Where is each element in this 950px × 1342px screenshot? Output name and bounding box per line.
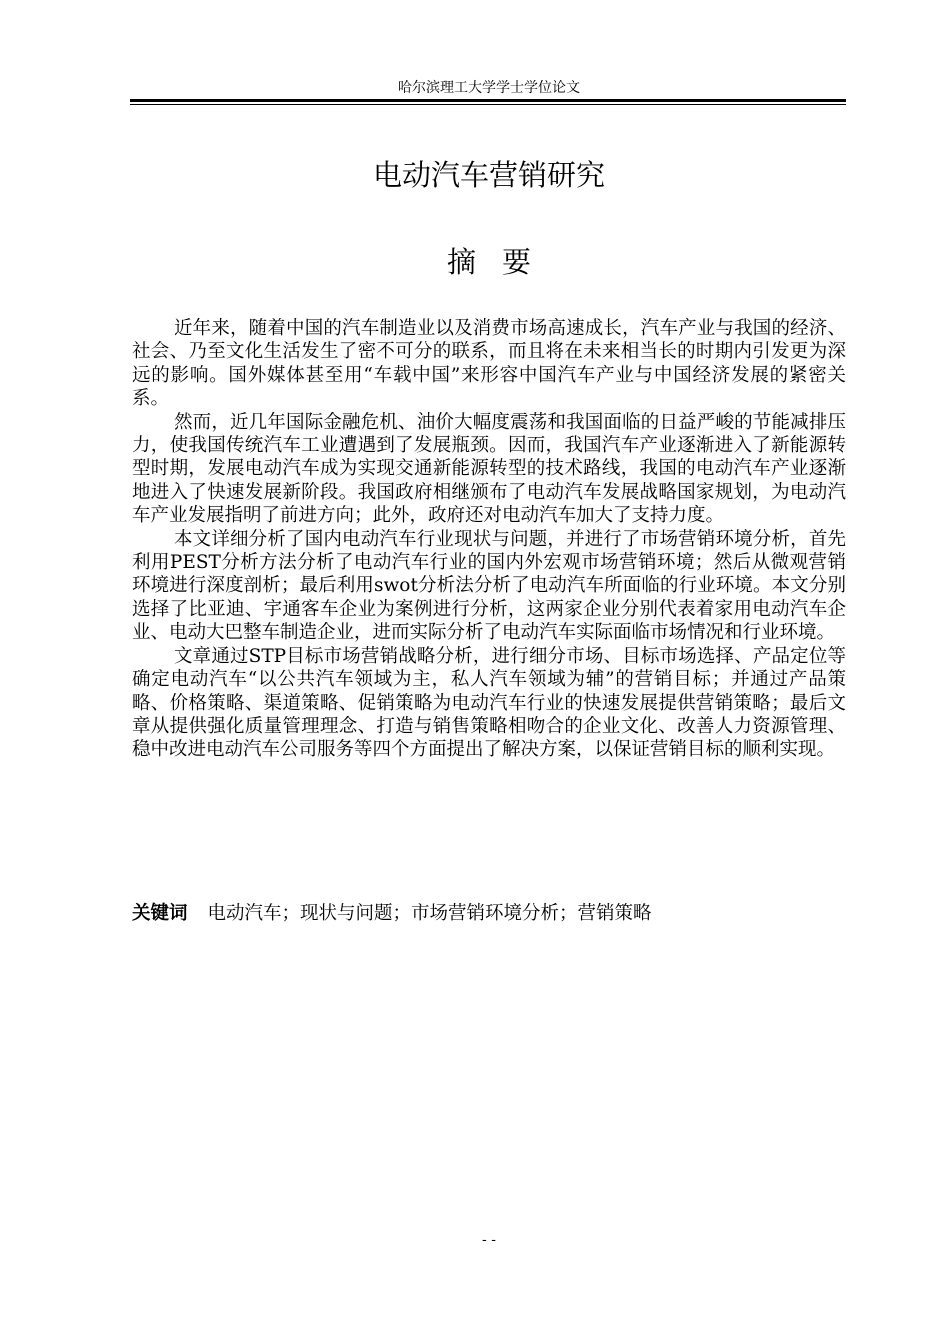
abstract-body bbox=[132, 317, 846, 762]
abstract-paragraph-4: 文章通过STP目标市场营销战略分析，进行细分市场、目标市场选择、产品定位等确定电动汽车“以公共汽车领域为主，私人汽车领域为辅”的营销目标；并通过产品策略、价格策略、渠道策略、促销策略为电动汽车行业的快速发展提供营销策略；最后文章从提供强化质量管理理念、打造与销售策略相吻合的企业文化、改善人力资源管理、稳中改进电动汽车公司服务等四个方面提出了解决方案，以保证营销目标的顺利实现。 bbox=[132, 645, 846, 761]
abstract-paragraph-1: 近年来，随着中国的汽车制造业以及消费市场高速成长，汽车产业与我国的经济、社会、乃至文化生活发生了密不可分的联系，而且将在未来相当长的时期内引发更为深远的影响。国外媒体甚至用“车载中国”来形容中国汽车产业与中国经济发展的紧密关系。 bbox=[132, 318, 846, 410]
document-title: 电动汽车营销研究 bbox=[372, 158, 605, 192]
keywords-label: 关键词 bbox=[132, 903, 188, 924]
header-rule-thin bbox=[130, 104, 846, 105]
abstract-heading: 摘要 bbox=[446, 245, 557, 279]
abstract-paragraph-3: 本文详细分析了国内电动汽车行业现状与问题，并进行了市场营销环境分析，首先利用PEST分析方法分析了电动汽车行业的国内外宏观市场营销环境；然后从微观营销环境进行深度剖析；最后利用swot分析法分析了电动汽车所面临的行业环境。本文分别选择了比亚迪、宇通客车企业为案例进行分析，这两家企业分别代表着家用电动汽车企业、电动大巴整车制造企业，进而实际分析了电动汽车实际面临市场情况和行业环境。 bbox=[132, 528, 846, 644]
page-number: - - bbox=[482, 1232, 496, 1248]
running-header: 哈尔滨理工大学学士学位论文 bbox=[398, 80, 580, 96]
keywords-line bbox=[132, 902, 846, 926]
abstract-paragraph-2: 然而，近几年国际金融危机、油价大幅度震荡和我国面临的日益严峻的节能减排压力，使我国传统汽车工业遭遇到了发展瓶颈。因而，我国汽车产业逐渐进入了新能源转型时期，发展电动汽车成为实现交通新能源转型的技术路线，我国的电动汽车产业逐渐地进入了快速发展新阶段。我国政府相继颁布了电动汽车发展战略国家规划，为电动汽车产业发展指明了前进方向；此外，政府还对电动汽车加大了支持力度。 bbox=[132, 411, 846, 527]
header-rule-thick bbox=[130, 99, 846, 102]
keywords-value: 电动汽车；现状与问题；市场营销环境分析；营销策略 bbox=[207, 903, 652, 924]
